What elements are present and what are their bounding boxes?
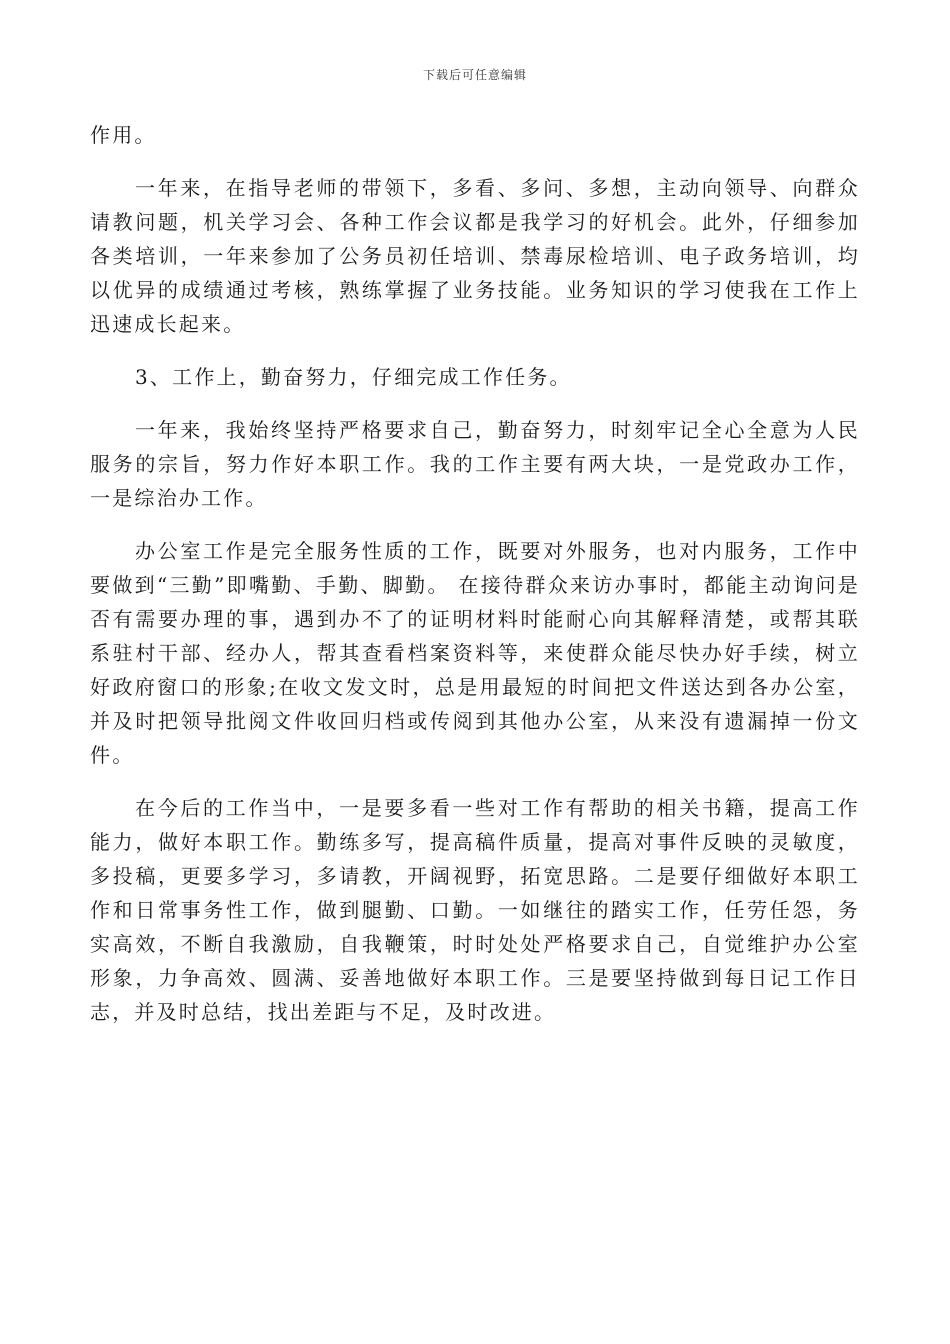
paragraph-learning: 一年来，在指导老师的带领下，多看、多问、多想，主动向领导、向群众请教问题，机关学习会、各种工作会议都是我学习的好机会。此外，仔细参加各类培训，一年来参加了公务员初任培训、禁毒尿检培训、电子政务培训，均以优异的成绩通过考核，熟练掌握了业务技能。业务知识的学习使我在工作上迅速成长起来。 <box>90 176 860 336</box>
paragraph-work-overview: 一年来，我始终坚持严格要求自己，勤奋努力，时刻牢记全心全意为人民服务的宗旨，努力作好本职工作。我的工作主要有两大块，一是党政办工作，一是综治办工作。 <box>90 418 860 510</box>
document-body <box>90 118 860 1029</box>
paragraph-office-work: 办公室工作是完全服务性质的工作，既要对外服务，也对内服务，工作中要做到“三勤”即嘴勤、手勤、脚勤。 在接待群众来访办事时，都能主动询问是否有需要办理的事，遇到办不了的证明材料时能耐心向其解释清楚，或帮其联系驻村干部、经办人，帮其查看档案资料等，来使群众能尽快办好手续，树立好政府窗口的形象;在收文发文时，总是用最短的时间把文件送达到各办公室，并及时把领导批阅文件收回归档或传阅到其他办公室，从来没有遗漏掉一份文件。 <box>90 539 860 767</box>
paragraph-continuation: 作用。 <box>90 123 157 147</box>
paragraph-future-plans: 在今后的工作当中，一是要多看一些对工作有帮助的相关书籍，提高工作能力，做好本职工作。勤练多写，提高稿件质量，提高对事件反映的灵敏度，多投稿，更要多学习，多请教，开阔视野，拓宽思路。二是要仔细做好本职工作和日常事务性工作，做到腿勤、口勤。一如继往的踏实工作，任劳任怨，务实高效，不断自我激励，自我鞭策，时时处处严格要求自己，自觉维护办公室形象，力争高效、圆满、妥善地做好本职工作。三是要坚持做到每日记工作日志，并及时总结，找出差距与不足，及时改进。 <box>90 796 860 1024</box>
page-header-note: 下载后可任意编辑 <box>422 68 527 82</box>
section-heading-work: 3、工作上，勤奋努力，仔细完成工作任务。 <box>135 365 572 389</box>
